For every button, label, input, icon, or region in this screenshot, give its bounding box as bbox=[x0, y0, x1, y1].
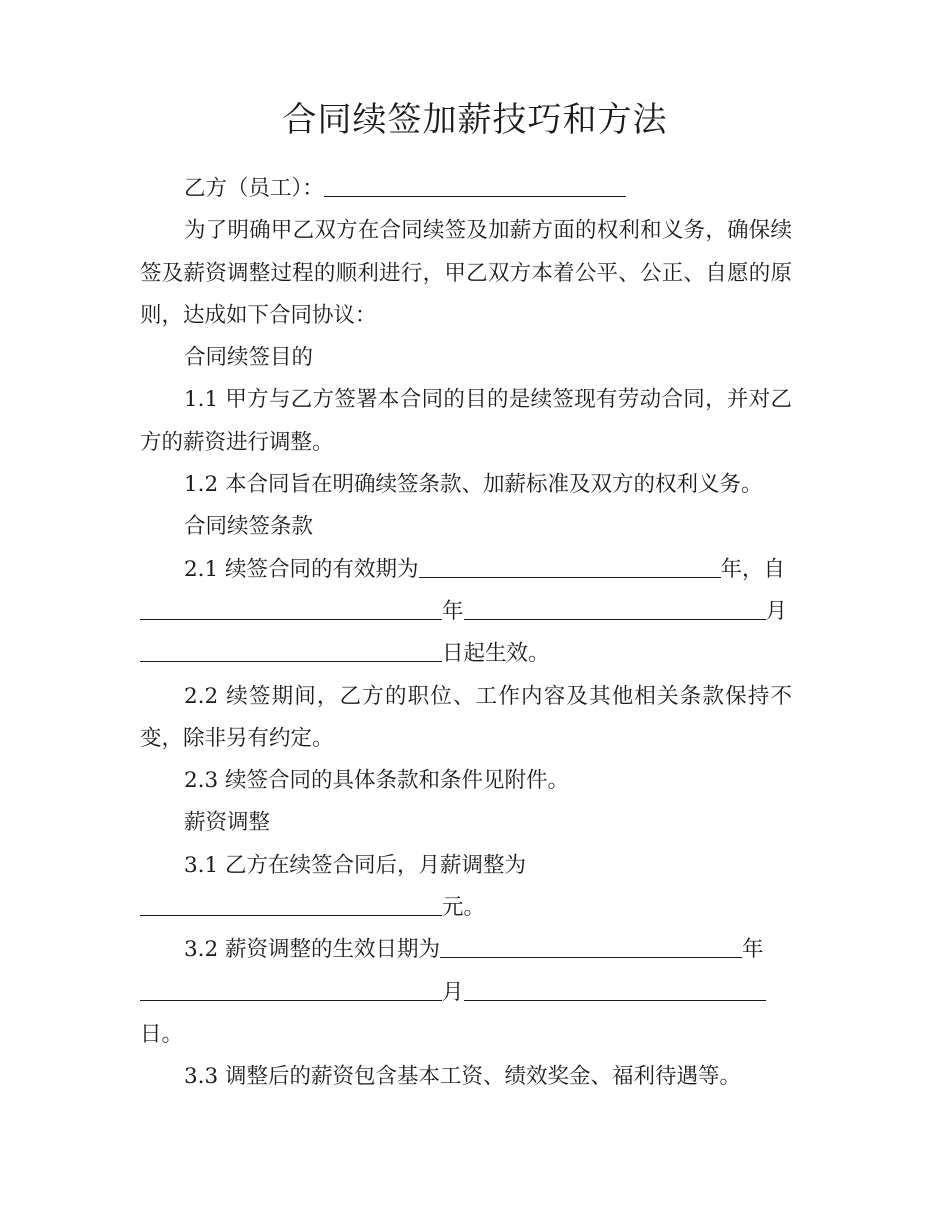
clause-2-1-unit-years: 年，自 bbox=[720, 556, 786, 582]
clause-2-1-line-1 bbox=[140, 549, 792, 591]
clause-2-2: 2.2 续签期间，乙方的职位、工作内容及其他相关条款保持不变，除非另有约定。 bbox=[140, 683, 792, 751]
party-b-label: 乙方（员工）： bbox=[184, 176, 324, 201]
clause-2-1 bbox=[140, 549, 792, 591]
clause-3-1-suffix: 元。 bbox=[442, 895, 486, 921]
clause-2-1-unit-month: 月 bbox=[765, 598, 788, 624]
effective-month-blank[interactable] bbox=[140, 980, 442, 1001]
clause-3-2-suffix: 日。 bbox=[140, 1021, 184, 1047]
clause-3-2-prefix: 3.2 薪资调整的生效日期为 bbox=[184, 937, 441, 963]
start-year-blank[interactable] bbox=[140, 599, 442, 620]
clause-3-2-unit-year: 年 bbox=[742, 937, 764, 963]
section-heading-salary: 薪资调整 bbox=[184, 810, 271, 836]
start-month-blank[interactable] bbox=[464, 599, 766, 620]
monthly-salary-blank[interactable] bbox=[140, 895, 442, 916]
clause-3-2 bbox=[140, 929, 792, 971]
document-title: 合同续签加薪技巧和方法 bbox=[282, 100, 668, 140]
clause-1-2: 1.2 本合同旨在明确续签条款、加薪标准及双方的权利义务。 bbox=[184, 472, 763, 498]
party-b-blank[interactable] bbox=[324, 176, 626, 197]
clause-3-2-line-2 bbox=[140, 972, 792, 1014]
clause-3-2-unit-month: 月 bbox=[442, 979, 464, 1005]
clause-2-1-line-3 bbox=[140, 633, 792, 675]
document-body bbox=[140, 168, 792, 1099]
start-day-blank[interactable] bbox=[140, 641, 442, 662]
party-b-line bbox=[140, 168, 792, 210]
clause-3-1-cont bbox=[140, 887, 792, 929]
clause-3-3: 3.3 调整后的薪资包含基本工资、绩效奖金、福利待遇等。 bbox=[184, 1064, 742, 1090]
clause-2-1-suffix: 日起生效。 bbox=[442, 641, 550, 667]
term-years-blank[interactable] bbox=[419, 557, 721, 578]
clause-3-1: 3.1 乙方在续签合同后，月薪调整为 bbox=[184, 852, 527, 878]
section-heading-purpose: 合同续签目的 bbox=[184, 345, 314, 371]
section-heading-terms: 合同续签条款 bbox=[184, 514, 314, 540]
clause-2-1-line-2 bbox=[140, 591, 792, 633]
clause-1-1: 1.1 甲方与乙方签署本合同的目的是续签现有劳动合同，并对乙方的薪资进行调整。 bbox=[140, 387, 792, 455]
clause-2-1-cont bbox=[140, 591, 792, 676]
clause-3-2-cont bbox=[140, 972, 792, 1057]
clause-2-1-unit-year: 年 bbox=[442, 598, 464, 624]
clause-2-1-prefix: 2.1 续签合同的有效期为 bbox=[184, 556, 419, 582]
intro-paragraph: 为了明确甲乙双方在合同续签及加薪方面的权利和义务，确保续签及薪资调整过程的顺利进行，甲乙双方本着公平、公正、自愿的原则，达成如下合同协议： bbox=[140, 218, 792, 328]
effective-day-blank[interactable] bbox=[464, 980, 766, 1001]
clause-2-3: 2.3 续签合同的具体条款和条件见附件。 bbox=[184, 768, 570, 794]
effective-year-blank[interactable] bbox=[440, 937, 742, 958]
clause-3-2-line-1 bbox=[140, 929, 792, 971]
